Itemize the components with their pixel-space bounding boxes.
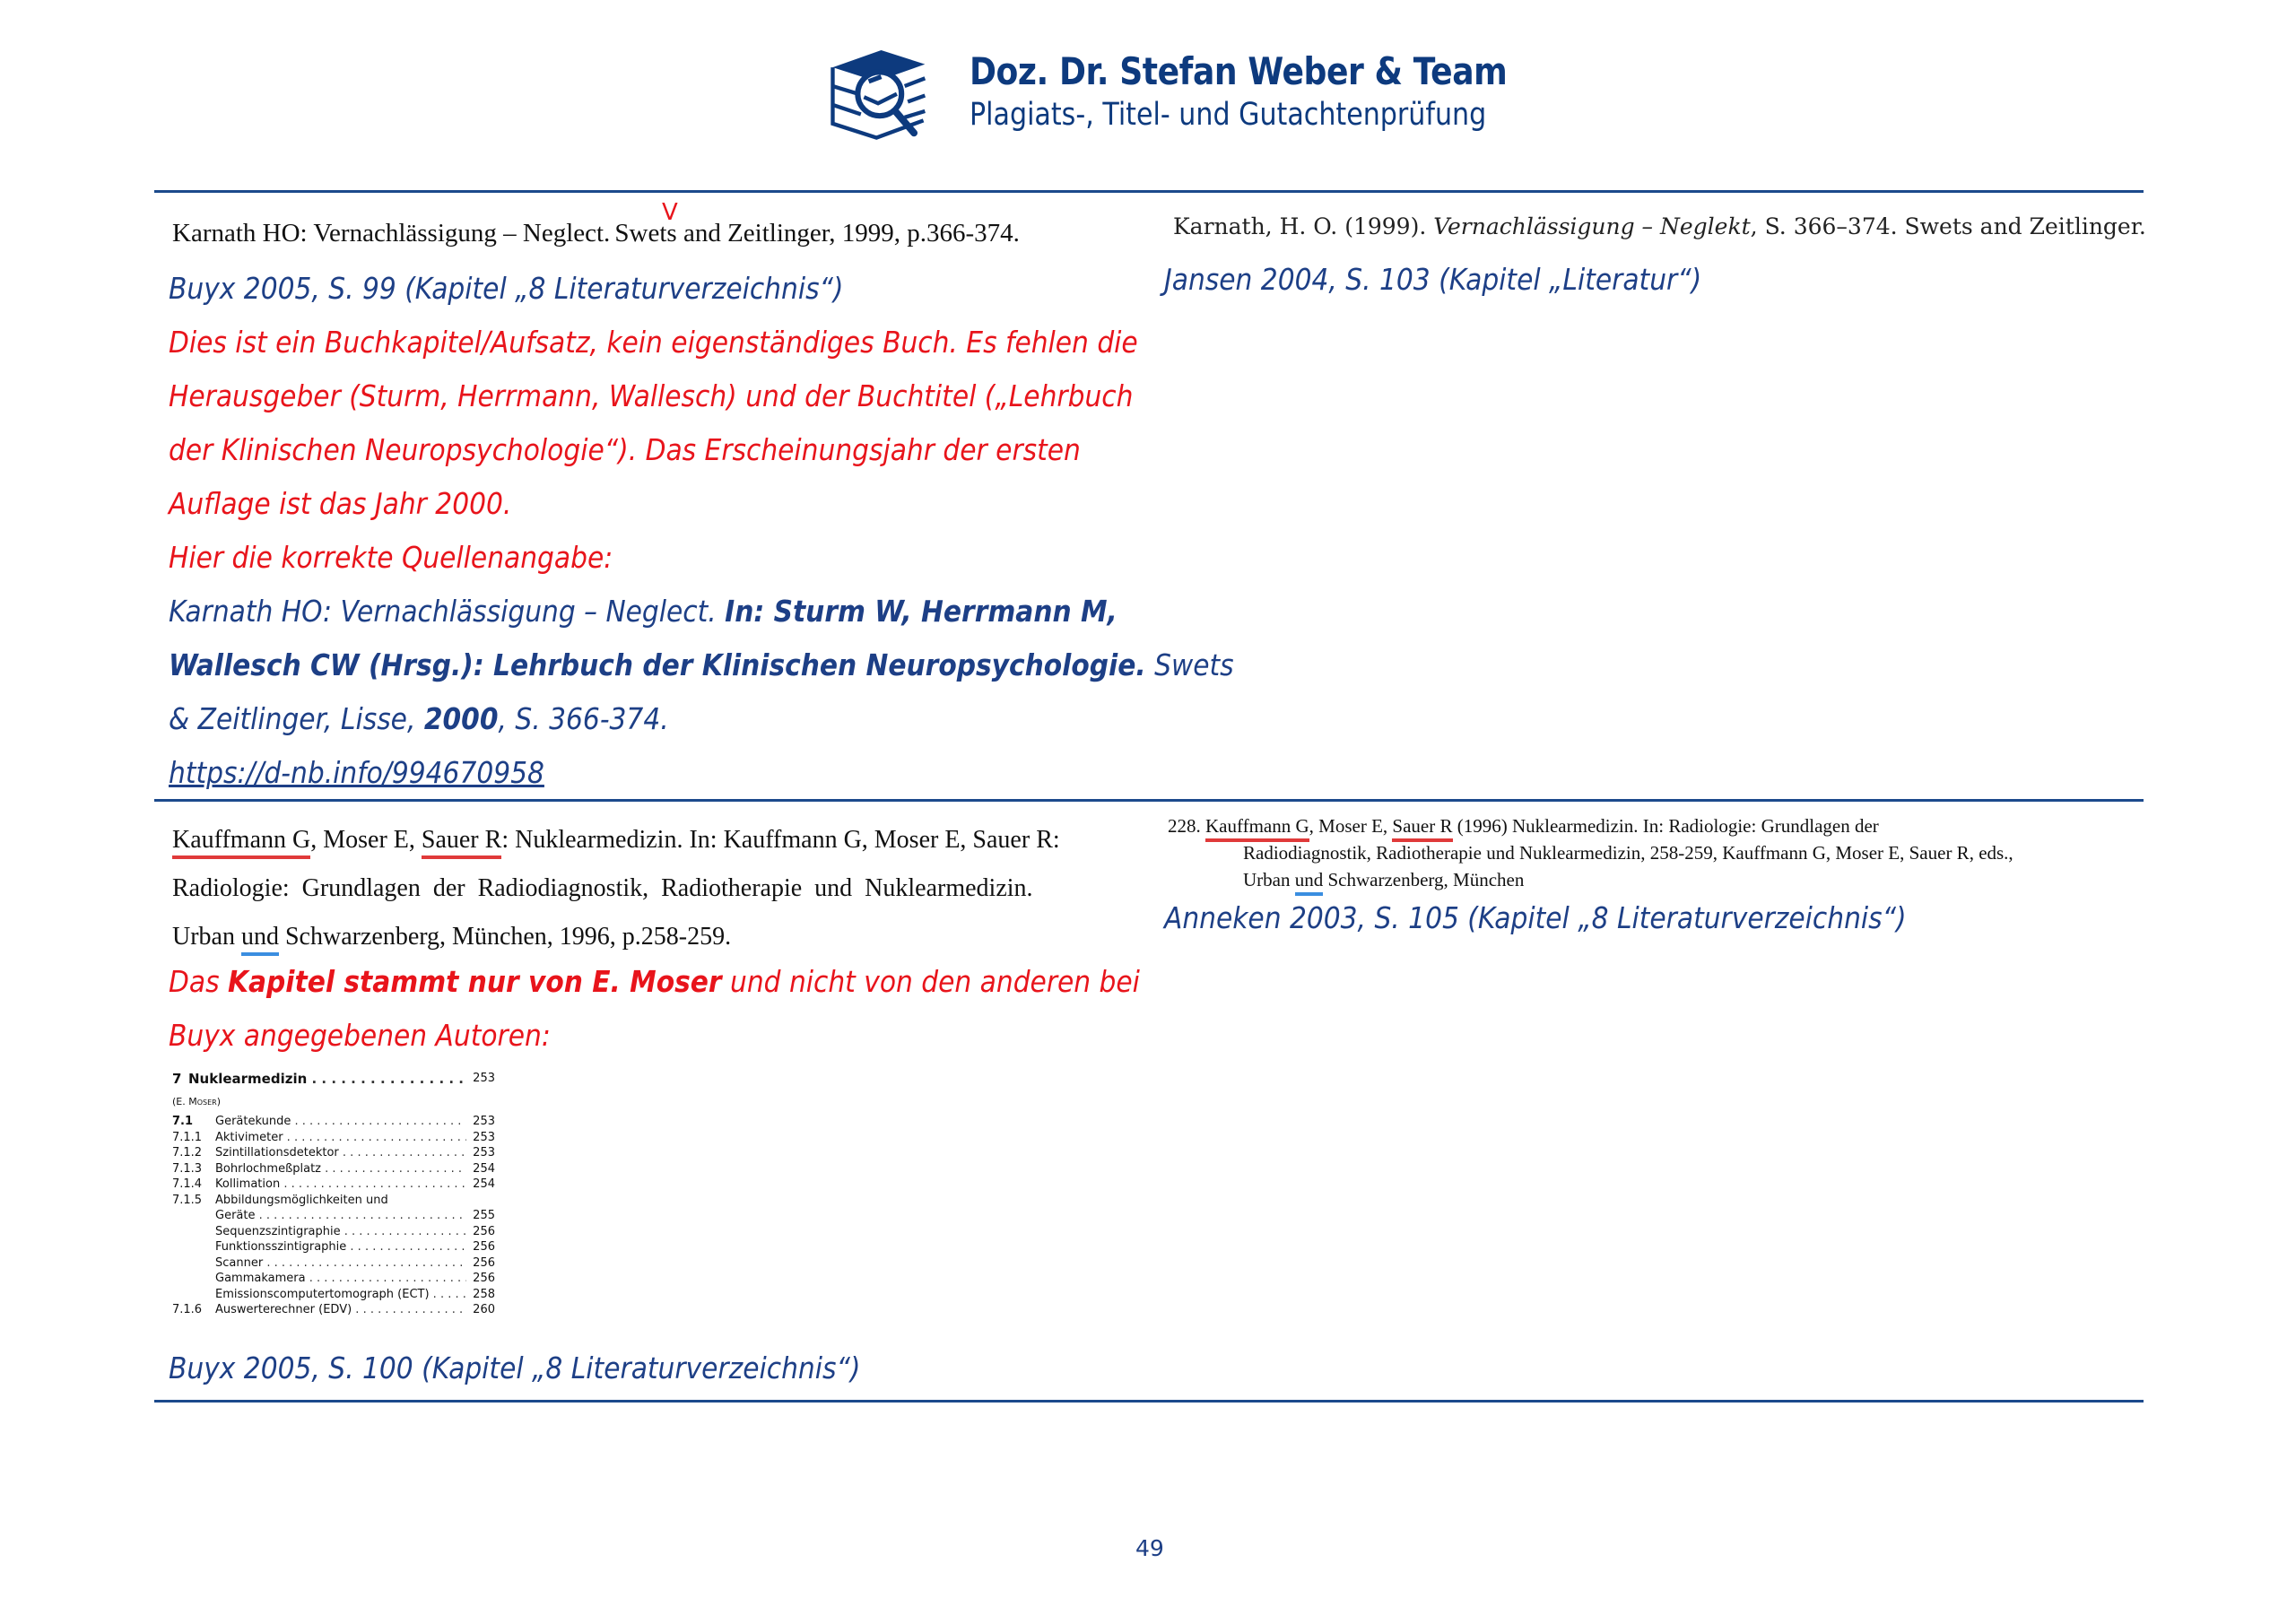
- source-excerpt-text: , Moser E,: [310, 826, 422, 854]
- page-header: [830, 43, 1595, 142]
- citation-buyx-100: Buyx 2005, S. 100 (Kapitel „8 Literaturverzeichnis“): [169, 1350, 861, 1385]
- source-excerpt-text: Urban: [172, 923, 241, 951]
- comment-text-bold: Kapitel stammt nur von E. Moser: [227, 964, 722, 999]
- row1-right-source: [1173, 213, 2146, 239]
- row2-right-source: [1168, 812, 2013, 893]
- source-excerpt-text: Karnath HO: Vernachlässigung – Neglect.: [172, 219, 611, 248]
- source-excerpt-text: : Nuklearmedizin. In: Kauffmann G, Moser E, Sauer R:: [501, 826, 1060, 854]
- dnb-link[interactable]: https://d-nb.info/994670958: [169, 755, 544, 790]
- source-excerpt-title: Vernachlässigung – Neglekt: [1433, 213, 1751, 239]
- brand-title: Doz. Dr. Stefan Weber & Team: [970, 49, 1508, 93]
- correct-reference: [169, 585, 1234, 800]
- divider-bottom: [154, 1400, 2144, 1403]
- ref-text: Karnath HO: Vernachlässigung – Neglect.: [169, 594, 726, 629]
- toc-heading: 7 Nuklearmedizin . . . 253: [172, 1067, 495, 1090]
- source-excerpt-text: Radiodiagnostik, Radiotherapie und Nuklearmedizin, 258-259, Kauffmann G, Moser E, Sauer R, eds.,: [1243, 842, 2013, 864]
- toc-entry: Sequenzszintigraphie . . . 256: [172, 1224, 495, 1240]
- ref-text: & Zeitlinger, Lisse,: [169, 701, 424, 736]
- books-magnifier-icon: [830, 43, 939, 142]
- comment-line: Auflage ist das Jahr 2000.: [169, 486, 512, 521]
- brand-block: [970, 49, 1595, 135]
- ref-text: Swets: [1145, 647, 1234, 682]
- insertion-caret-mark: V: [662, 199, 678, 226]
- comment-line: der Klinischen Neuropsychologie“). Das Erscheinungsjahr der ersten: [169, 432, 1081, 467]
- source-excerpt-text: Schwarzenberg, München: [1323, 869, 1525, 890]
- ref-text-bold: In: Sturm W, Herrmann M,: [725, 594, 1118, 629]
- toc-entry: 7.1.6 Auswerterechner (EDV) . . . 260: [172, 1302, 495, 1318]
- underlined-word: und: [1295, 869, 1324, 896]
- ref-year-bold: 2000: [423, 701, 499, 736]
- source-excerpt-text: Radiologie: Grundlagen der Radiodiagnostik, Radiotherapie und Nuklearmedizin.: [172, 874, 1033, 902]
- toc-entry: 7.1.3 Bohrlochmeßplatz . . . 254: [172, 1161, 495, 1177]
- underlined-word: und: [241, 923, 279, 956]
- toc-entry: 7.1 Gerätekunde . . . 253: [172, 1114, 495, 1130]
- toc-entry: Scanner . . . 256: [172, 1255, 495, 1272]
- underlined-author: Kauffmann G: [1205, 815, 1309, 842]
- brand-subtitle: Plagiats-, Titel- und Gutachtenprüfung: [970, 97, 1487, 133]
- underlined-author: Sauer R: [422, 826, 501, 859]
- comment-line: Hier die korrekte Quellenangabe:: [169, 540, 613, 575]
- comment-text: Das: [169, 964, 228, 999]
- toc-author: (E. Moser): [172, 1096, 222, 1107]
- toc-entry: 7.1.2 Szintillationsdetektor . . . 253: [172, 1145, 495, 1161]
- citation-jansen-103: Jansen 2004, S. 103 (Kapitel „Literatur“): [1164, 262, 1702, 297]
- comment-block: [169, 316, 1138, 585]
- comment-text: und nicht von den anderen bei: [721, 964, 1140, 999]
- toc-entry: Geräte . . . 255: [172, 1208, 495, 1224]
- source-excerpt-text: , S. 366–374. Swets and Zeitlinger.: [1750, 213, 2146, 239]
- toc-entry: Emissionscomputertomograph (ECT) . . . 258: [172, 1287, 495, 1303]
- comment-block-moser: [169, 955, 1140, 1063]
- citation-anneken-105: Anneken 2003, S. 105 (Kapitel „8 Literaturverzeichnis“): [1164, 900, 1907, 935]
- row1-left-source: [172, 219, 1020, 248]
- toc-entry: Gammakamera . . . 256: [172, 1271, 495, 1287]
- ref-text: , S. 366-374.: [498, 701, 669, 736]
- comment-line: Herausgeber (Sturm, Herrmann, Wallesch) und der Buchtitel („Lehrbuch: [169, 378, 1134, 413]
- ref-text-bold: Wallesch CW (Hrsg.): Lehrbuch der Klinischen Neuropsychologie.: [169, 647, 1146, 682]
- comment-line: Dies ist ein Buchkapitel/Aufsatz, kein eigenständiges Buch. Es fehlen die: [169, 325, 1138, 360]
- toc-entry: 7.1.4 Kollimation . . . 254: [172, 1177, 495, 1193]
- source-excerpt-text: Schwarzenberg, München, 1996, p.258-259.: [278, 923, 732, 951]
- source-excerpt-text: Swets and Zeitlinger, 1999, p.366-374.: [614, 219, 1020, 248]
- row2-left-source: [172, 816, 1060, 961]
- toc-entry: 7.1.5 Abbildungsmöglichkeiten und: [172, 1193, 495, 1209]
- toc-entry: Funktionsszintigraphie . . . 256: [172, 1239, 495, 1255]
- source-excerpt-text: Urban: [1243, 869, 1295, 890]
- underlined-author: Sauer R: [1392, 815, 1452, 842]
- source-excerpt-text: , Moser E,: [1309, 815, 1393, 837]
- reference-number: 228.: [1168, 815, 1201, 837]
- page-number: 49: [1135, 1535, 1164, 1561]
- underlined-author: Kauffmann G: [172, 826, 310, 859]
- toc-entry: 7.1.1 Aktivimeter . . . 253: [172, 1130, 495, 1146]
- divider-top: [154, 190, 2144, 193]
- comment-text: Buyx angegebenen Autoren:: [169, 1018, 551, 1053]
- source-excerpt-text: (1996) Nuklearmedizin. In: Radiologie: Grundlagen der: [1452, 815, 1879, 837]
- citation-buyx-99: Buyx 2005, S. 99 (Kapitel „8 Literaturverzeichnis“): [169, 271, 844, 306]
- toc-excerpt-image: [172, 1067, 495, 1318]
- source-excerpt-text: Karnath, H. O. (1999).: [1173, 213, 1434, 239]
